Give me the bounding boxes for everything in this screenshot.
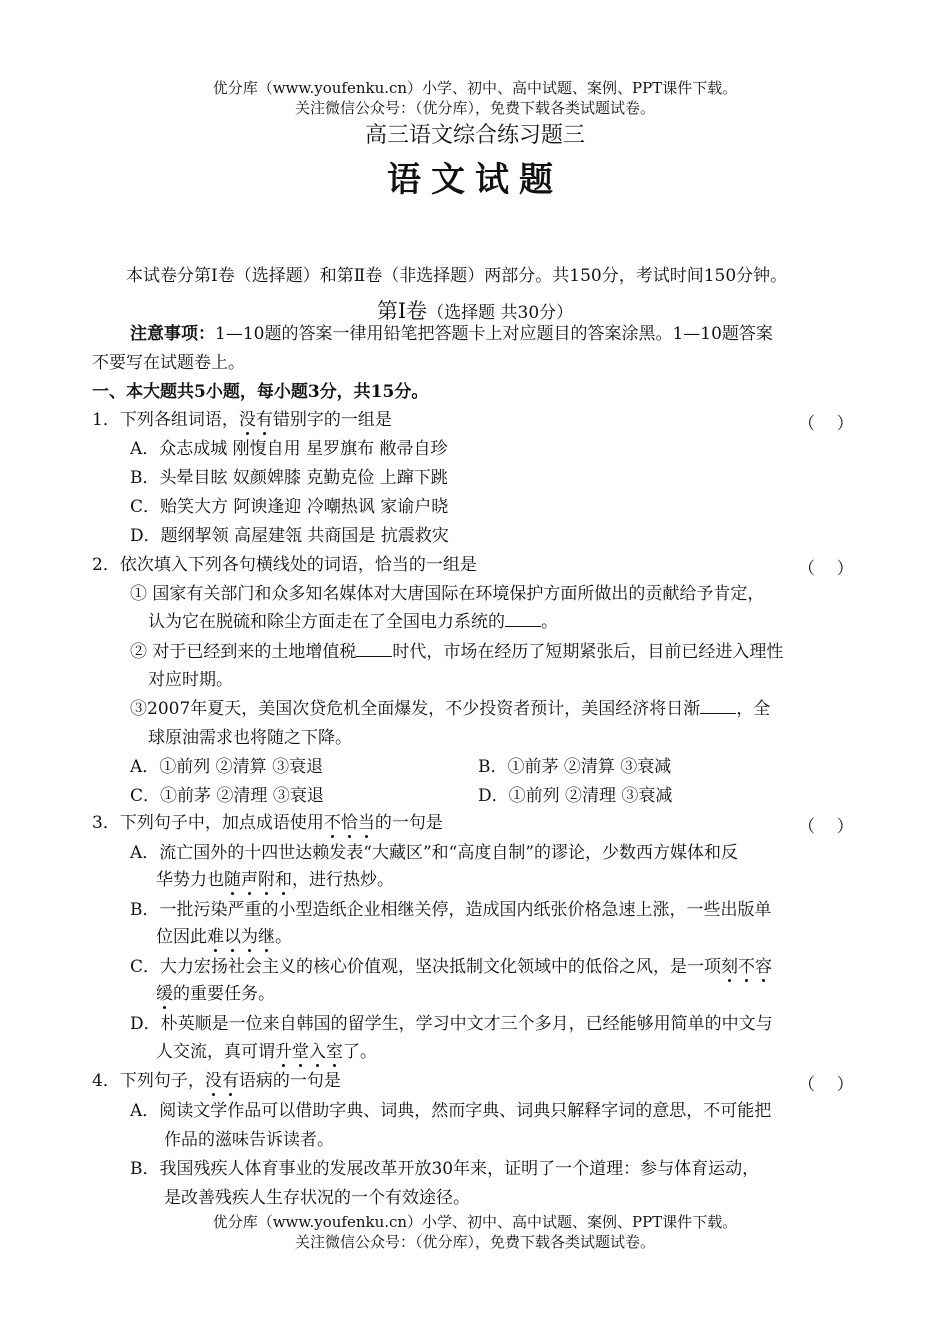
header-line-1: 优分库（www.youfenku.cn）小学、初中、高中试题、案例、PPT课件下载。 <box>212 79 738 97</box>
q2-s2b-text: 时代，市场在经历了短期紧张后，目前已经进入理性 <box>392 642 784 662</box>
q2-sentence-3a <box>130 699 770 719</box>
q3-d-emph-2: 堂 <box>292 1042 309 1062</box>
q1-emph-1: 没 <box>238 410 256 430</box>
q4-option-a-line1: A．阅读文学作品可以借助字典、词典，然而字典、词典只解释字词的意思，不可能把 <box>130 1101 772 1121</box>
q1-stem <box>92 410 392 430</box>
q3-c1-pre: C．大力宏扬社会主义的核心价值观，坚决抵制文化领域中的低俗之风，是一项 <box>130 957 722 977</box>
header-line-2: 关注微信公众号：（优分库），免费下载各类试题试卷。 <box>294 99 655 117</box>
footer-line-1: 优分库（www.youfenku.cn）小学、初中、高中试题、案例、PPT课件下载。 <box>212 1213 738 1231</box>
section-heading: 一、本大题共5小题，每小题3分，共15分。 <box>92 382 429 402</box>
part1-heading <box>0 295 950 325</box>
q4-stem <box>92 1071 341 1091</box>
q4-answer-paren: （ ） <box>798 1075 854 1095</box>
q4-option-b-line1: B．我国残疾人体育事业的发展改革开放30年来，证明了一个道理：参与体育运动， <box>130 1159 760 1179</box>
intro-text: 本试卷分第Ⅰ卷（选择题）和第Ⅱ卷（非选择题）两部分。共150分，考试时间150分钟。 <box>126 266 788 286</box>
q3-option-a-line1: A．流亡国外的十四世达赖发表“大藏区”和“高度自制”的谬论，少数西方媒体和反 <box>130 843 739 863</box>
q2-blank-3 <box>700 699 736 714</box>
q2-s1c-text: 。 <box>541 612 558 632</box>
q1-option-a: A．众志成城 刚愎自用 星罗旗布 敝帚自珍 <box>130 439 448 459</box>
q3-c-emph-2: 不 <box>738 957 756 977</box>
notice-text-1: 1—10题的答案一律用铅笔把答题卡上对应题目的答案涂黑。1—10题答案 <box>215 324 773 344</box>
q2-sentence-2b: 对应时期。 <box>148 670 233 690</box>
footer-line-2: 关注微信公众号：（优分库），免费下载各类试题试卷。 <box>294 1233 655 1251</box>
q4-stem-pre: 4．下列句子， <box>92 1071 205 1091</box>
q2-blank-2 <box>356 642 392 657</box>
q3-emph-2: 恰 <box>340 813 358 833</box>
q2-sentence-1b <box>148 612 558 632</box>
notice-label: 注意事项： <box>130 324 215 344</box>
q2-sentence-1a: ① 国家有关部门和众多知名媒体对大唐国际在环境保护方面所做出的贡献给予肯定， <box>130 584 765 604</box>
q2-option-d: D．①前列 ②清理 ③衰减 <box>478 786 673 806</box>
exam-title: 语文试题 <box>387 160 563 200</box>
q3-option-c-line1 <box>130 957 772 977</box>
q4-option-b-line2: 是改善残疾人生存状况的一个有效途径。 <box>164 1188 470 1208</box>
q1-stem-pre: 1．下列各组词语， <box>92 410 239 430</box>
q2-s2a-text: ② 对于已经到来的土地增值税 <box>130 642 357 662</box>
exam-subtitle: 高三语文综合练习题三 <box>364 123 585 148</box>
notice-line-2: 不要写在试题卷上。 <box>92 353 245 373</box>
q1-stem-post: 错别字的一组是 <box>272 410 392 430</box>
q3-b-emph-4: 继 <box>258 927 275 947</box>
q2-sentence-2a <box>130 642 783 662</box>
q3-option-a-line2 <box>156 870 394 890</box>
q3-b-emph-3: 为 <box>241 927 258 947</box>
q2-s1b-text: 认为它在脱硫和除尘方面走在了全国电力系统的 <box>148 612 505 632</box>
q3-option-d-line2 <box>156 1042 377 1062</box>
q3-c-emph-1: 刻 <box>721 957 739 977</box>
q3-b-emph-2: 以 <box>224 927 241 947</box>
q3-d-emph-4: 室 <box>326 1042 343 1062</box>
q3-a-emph-1: 随 <box>224 870 241 890</box>
q1-option-c: C．贻笑大方 阿谀逢迎 冷嘲热讽 家谕户晓 <box>130 497 449 517</box>
q3-a2-pre: 华势力也 <box>156 870 224 890</box>
q2-s3a-text: ③2007年夏天，美国次贷危机全面爆发，不少投资者预计，美国经济将日渐 <box>130 699 701 719</box>
notice-line-1 <box>130 324 773 344</box>
q1-answer-paren: （ ） <box>798 414 854 434</box>
q1-option-d: D．题纲挈领 高屋建瓴 共商国是 抗震救灾 <box>130 526 449 546</box>
q3-a-emph-4: 和 <box>275 870 292 890</box>
q3-option-b-line2 <box>156 927 292 947</box>
q3-stem-post: 的一句是 <box>374 813 443 833</box>
q3-b2-pre: 位因此 <box>156 927 207 947</box>
q2-stem: 2．依次填入下列各句横线处的词语，恰当的一组是 <box>92 555 477 575</box>
q2-answer-paren: （ ） <box>798 559 854 579</box>
q3-b2-post: 。 <box>275 927 292 947</box>
q2-sentence-3b: 球原油需求也将随之下降。 <box>148 728 352 748</box>
q4-emph-2: 有 <box>221 1071 239 1091</box>
q3-answer-paren: （ ） <box>798 817 854 837</box>
q3-option-d-line1: D．朴英顺是一位来自韩国的留学生，学习中文才三个多月，已经能够用简单的中文与 <box>130 1014 773 1034</box>
q3-c-emph-4: 缓 <box>156 984 173 1004</box>
q3-a-emph-2: 声 <box>241 870 258 890</box>
q2-option-a: A．①前列 ②清算 ③衰退 <box>130 757 324 777</box>
q3-d-emph-3: 入 <box>309 1042 326 1062</box>
q3-emph-3: 当 <box>357 813 375 833</box>
q4-stem-post: 语病的一句是 <box>238 1071 341 1091</box>
q3-b-emph-1: 难 <box>207 927 224 947</box>
q3-c-emph-3: 容 <box>755 957 773 977</box>
q3-d2-post: 了。 <box>343 1042 377 1062</box>
q1-option-b: B．头晕目眩 奴颜婢膝 克勤克俭 上蹿下跳 <box>130 468 448 488</box>
q3-option-b-line1: B．一批污染严重的小型造纸企业相继关停，造成国内纸张价格急速上涨，一些出版单 <box>130 900 772 920</box>
q3-c2-post: 的重要任务。 <box>173 984 275 1004</box>
q1-emph-2: 有 <box>255 410 273 430</box>
q2-option-c: C．①前茅 ②清理 ③衰退 <box>130 786 324 806</box>
q2-blank-1 <box>505 612 541 627</box>
q3-stem-pre: 3．下列句子中，加点成语使用 <box>92 813 324 833</box>
q3-emph-1: 不 <box>323 813 341 833</box>
part1-note: （选择题 共30分） <box>427 303 574 323</box>
q3-stem <box>92 813 443 833</box>
q3-a2-post: ，进行热炒。 <box>292 870 394 890</box>
q2-option-b: B．①前茅 ②清算 ③衰减 <box>478 757 672 777</box>
q4-emph-1: 没 <box>204 1071 222 1091</box>
q3-d2-pre: 人交流，真可谓 <box>156 1042 275 1062</box>
q3-d-emph-1: 升 <box>275 1042 292 1062</box>
part1-title: 第Ⅰ卷 <box>376 299 428 323</box>
q3-option-c-line2 <box>156 984 275 1004</box>
q2-s3b-text: ，全 <box>736 699 771 719</box>
q3-a-emph-3: 附 <box>258 870 275 890</box>
q4-option-a-line2: 作品的滋味告诉读者。 <box>164 1130 334 1150</box>
